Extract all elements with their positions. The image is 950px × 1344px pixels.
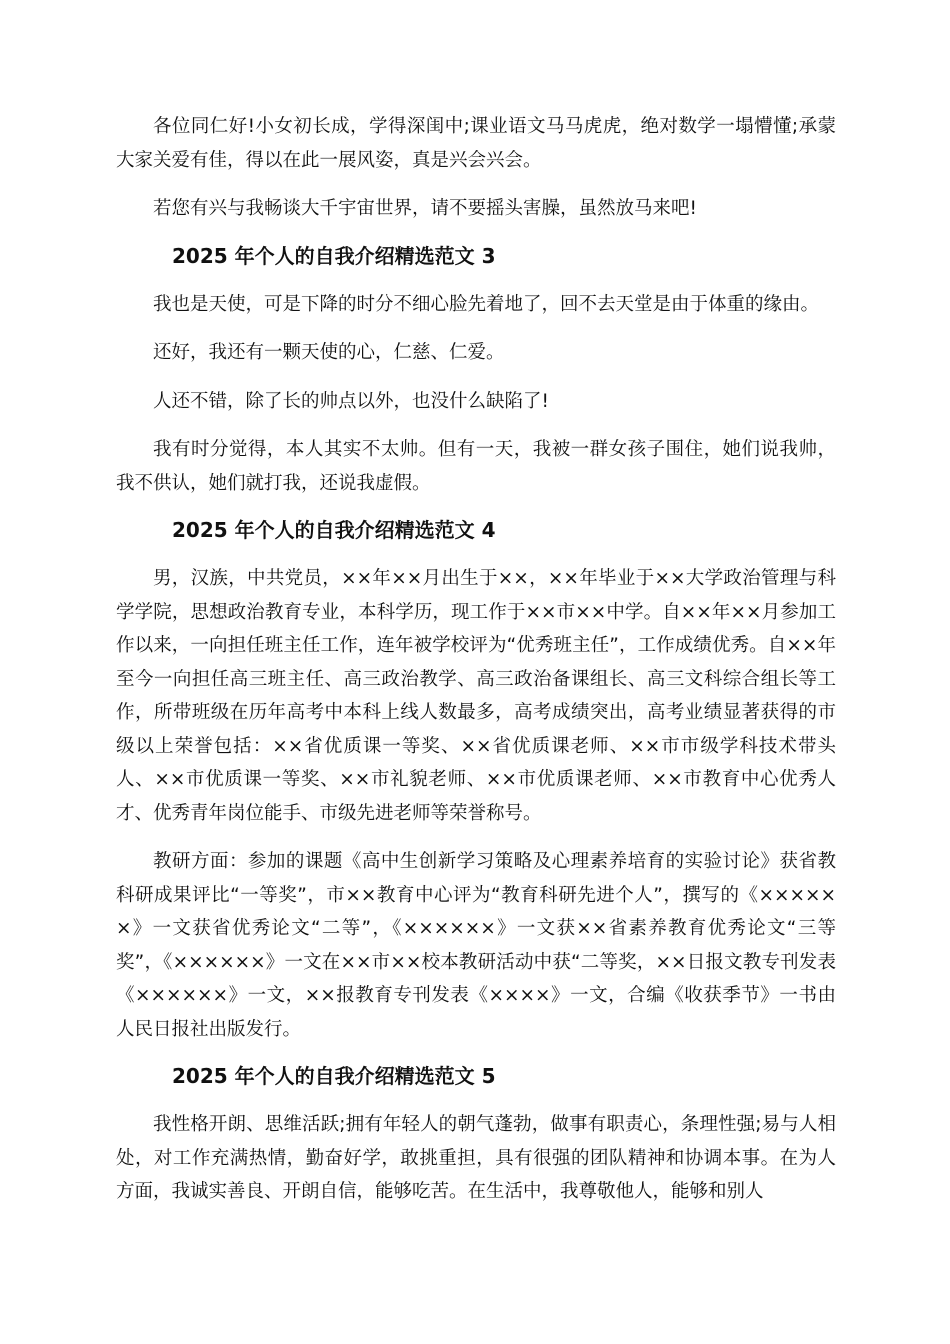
section-heading-3: 2025 年个人的自我介绍精选范文 3 — [172, 243, 496, 268]
section5-paragraph-1: 我性格开朗、思维活跃;拥有年轻人的朝气蓬勃，做事有职责心，条理性强;易与人相处，对工作充满热情，勤奋好学，敢挑重担，具有很强的团队精神和协调本事。在为人方面，我诚实善良、开朗自信，能够吃苦。在生活中，我尊敬他人，能够和别人 — [116, 1114, 836, 1202]
section-heading-4: 2025 年个人的自我介绍精选范文 4 — [172, 518, 496, 542]
intro-paragraph-2: 若您有兴与我畅谈大千宇宙世界，请不要摇头害臊，虽然放马来吧! — [153, 198, 697, 219]
section3-paragraph-2: 还好，我还有一颗天使的心，仁慈、仁爱。 — [153, 342, 505, 363]
intro-paragraph-1: 各位同仁好!小女初长成，学得深闺中;课业语文马马虎虎，绝对数学一塌懵懂;承蒙大家关爱有佳，得以在此一展风姿，真是兴会兴会。 — [116, 116, 836, 171]
document-page — [116, 110, 836, 1224]
section4-paragraph-1: 男，汉族，中共党员，××年××月出生于××，××年毕业于××大学政治管理与科学学院，思想政治教育专业，本科学历，现工作于××市××中学。自××年××月参加工作以来，一向担任班主任工作，连年被学校评为“优秀班主任”，工作成绩优秀。自××年至今一向担任高三班主任、高三政治教学、高三政治备课组长、高三文科综合组长等工作，所带班级在历年高考中本科上线人数最多，高考成绩突出，高考业绩显著获得的市级以上荣誉包括：××省优质课一等奖、××省优质课老师、××市市级学科技术带头人、××市优质课一等奖、××市礼貌老师、××市优质课老师、××市教育中心优秀人才、优秀青年岗位能手、市级先进老师等荣誉称号。 — [116, 568, 836, 824]
section-heading-5: 2025 年个人的自我介绍精选范文 5 — [172, 1064, 496, 1088]
section3-paragraph-4: 我有时分觉得，本人其实不太帅。但有一天，我被一群女孩子围住，她们说我帅，我不供认，她们就打我，还说我虚假。 — [116, 439, 836, 494]
section3-paragraph-1: 我也是天使，可是下降的时分不细心脸先着地了，回不去天堂是由于体重的缘由。 — [153, 293, 820, 315]
section4-paragraph-2: 教研方面：参加的课题《高中生创新学习策略及心理素养培育的实验讨论》获省教科研成果评比“一等奖”，市××教育中心评为“教育科研先进个人”，撰写的《××××××》一文获省优秀论文“二等”，《××××××》一文获××省素养教育优秀论文“三等奖”，《××××××》一文在××市××校本教研活动中获“二等奖，××日报文教专刊发表《××××××》一文，××报教育专刊发表《××××》一文，合编《收获季节》一书由人民日报社出版发行。 — [116, 851, 836, 1040]
section3-paragraph-3: 人还不错，除了长的帅点以外，也没什么缺陷了! — [153, 390, 549, 412]
